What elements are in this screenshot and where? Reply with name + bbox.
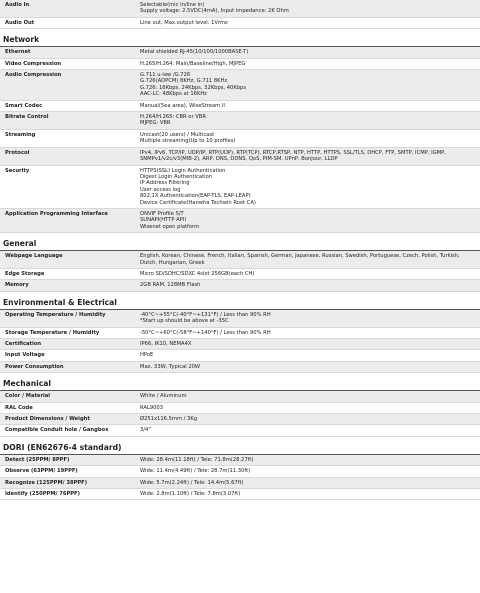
spec-value-line: Metal shielded RJ-45(10/100/1000BASE-T) [140, 49, 249, 56]
spec-value-line: G.711 u-law /G.726 [140, 72, 191, 79]
spec-value-line: IP66, IK10, NEMA4X [140, 341, 192, 347]
spec-values [140, 480, 480, 486]
spec-values [140, 253, 480, 266]
spec-row [0, 466, 480, 477]
spec-value-line: Supply voltage: 2.5VDC(4mA), Input impedance: 2K Ohm [140, 8, 289, 15]
spec-label: Detect (25PPM/ 8PPF) [5, 456, 70, 463]
spec-values [140, 72, 480, 98]
spec-row [0, 0, 480, 18]
spec-row [0, 328, 480, 339]
spec-value-line: H.264/H.265: CBR or VBR [140, 114, 206, 121]
spec-row [0, 489, 480, 500]
spec-value-line: Wide: 28.4m(11.18ft) / Tele: 71.8m(28.27ft) [140, 456, 254, 463]
spec-value-line: Digest Login Authentication [140, 173, 213, 180]
spec-value-line: ONVIF Profile S/T [140, 210, 184, 217]
spec-values [140, 457, 480, 463]
spec-value-line: 3/4" [140, 427, 151, 434]
spec-value-line: Wisenet open platform [140, 223, 200, 230]
spec-label: RAL Code [5, 404, 33, 411]
spec-value-line: G.726(ADPCM) 8KHz, G.711 8KHz [140, 78, 228, 85]
spec-values [140, 49, 480, 55]
spec-value-line: Device Certificate(Hanwha Techwin Root CA) [140, 199, 256, 206]
spec-values [140, 150, 480, 163]
spec-value-line: IP Address Filtering [140, 180, 190, 187]
spec-value-line: English, Korean, Chinese, French, Italian, Spanish, German, Japanese, Russian, Swedish, Portuguese, Czech, Polish, Turkish, [140, 253, 460, 260]
spec-values [140, 393, 480, 399]
spec-value-line: H.265/H.264: Main/Baseline/High, MJPEG [140, 60, 246, 67]
spec-values [140, 341, 480, 347]
spec-value-line: Ø251x116.5mm / 3Kg [140, 416, 198, 423]
section-title: General [0, 238, 480, 251]
spec-value-line: -50°C~+60°C(-58°F~+140°F) / Less than 90% RH [140, 329, 271, 336]
spec-value-line: Max. 33W, Typical 20W [140, 363, 201, 370]
spec-values [140, 416, 480, 422]
spec-label: Audio In [5, 2, 30, 8]
spec-value-line: HPoE [140, 352, 154, 359]
spec-value-line: Manual(5ea area), WiseStream II [140, 102, 225, 109]
spec-value-line: -40°C~+55°C(-40°F~+131°F) / Less than 90% RH [140, 311, 271, 318]
spec-value-line: Wide: 2.8m(1.10ft) / Tele: 7.8m(3.07ft) [140, 491, 241, 498]
spec-label: Storage Temperature / Humidity [5, 329, 100, 336]
spec-label: Bitrate Control [5, 114, 49, 121]
spec-value-line: Unicast(20 users) / Multicast [140, 131, 215, 138]
spec-value-line: RAL9003 [140, 404, 164, 411]
spec-values [140, 312, 480, 325]
spec-values [140, 61, 480, 67]
spec-row [0, 350, 480, 361]
spec-label: Compatible Conduit hole / Gangbox [5, 427, 109, 434]
spec-row [0, 148, 480, 166]
spec-value-line: User access log [140, 186, 181, 193]
spec-values [140, 352, 480, 358]
spec-row [0, 455, 480, 466]
spec-label: Audio Out [5, 19, 35, 26]
spec-value-line: Micro SD/SDHC/SDXC 4slot 256GB(each CH) [140, 270, 255, 277]
spec-label: Certification [5, 341, 42, 347]
spec-label: Input Voltage [5, 352, 45, 359]
spec-values [140, 364, 480, 370]
spec-label: Security [5, 167, 30, 174]
section-title: Mechanical [0, 378, 480, 391]
spec-value-line: *Start up should be above at -35C [140, 318, 229, 325]
spec-value-line: SNMPv1/v2c/v3(MIB-2), ARP, DNS, DDNS, QoS, PIM-SM, UPnP, Bonjour, LLDP [140, 156, 338, 163]
spec-value-line: White / Aluminum [140, 393, 187, 400]
spec-row [0, 362, 480, 373]
spec-value-line: G.726: 16Kbps, 24Kbps, 32Kbps, 40Kbps [140, 84, 247, 91]
spec-label: Identify (250PPM/ 76PPF) [5, 491, 80, 498]
spec-label: Webpage Language [5, 253, 63, 260]
spec-label: Edge Storage [5, 270, 45, 277]
spec-label: Color / Material [5, 393, 51, 400]
spec-row [0, 403, 480, 414]
spec-label: Operating Temperature / Humidity [5, 311, 106, 318]
spec-value-line: SUNAPI(HTTP API) [140, 217, 187, 224]
spec-value-line: Wide: 11.4m(4.49ft) / Tele: 28.7m(11.30ft) [140, 468, 251, 475]
spec-value-line: Line out, Max.output level: 1Vrms [140, 19, 228, 26]
spec-label: Protocol [5, 149, 30, 156]
spec-label: Audio Compression [5, 72, 62, 79]
spec-value-line: MJPEG: VBR [140, 120, 171, 127]
section-title: Environmental & Electrical [0, 297, 480, 310]
spec-value-line: Wide: 5.7m(2.24ft) / Tele: 14.4m(5.67ft) [140, 479, 244, 486]
spec-row [0, 130, 480, 148]
spec-values [140, 211, 480, 230]
spec-values [140, 405, 480, 411]
spec-row [0, 47, 480, 58]
spec-value-line: 2GB RAM, 128MB Flash [140, 282, 201, 289]
spec-row [0, 59, 480, 70]
spec-label: Product Dimensions / Weight [5, 416, 90, 423]
spec-values [140, 168, 480, 206]
spec-value-line: Selectable(mic in/line in) [140, 2, 205, 8]
spec-values [140, 330, 480, 336]
spec-label: Application Programming Interface [5, 210, 108, 217]
spec-row [0, 166, 480, 209]
spec-values [140, 271, 480, 277]
spec-row [0, 70, 480, 101]
spec-value-line: 802.1X Authentication(EAP-TLS, EAP-LEAP) [140, 193, 251, 200]
spec-values [140, 491, 480, 497]
spec-label: Video Compression [5, 60, 62, 67]
spec-label: Recognize (125PPM/ 38PPF) [5, 479, 88, 486]
spec-values [140, 282, 480, 288]
spec-values [140, 132, 480, 145]
spec-values [140, 468, 480, 474]
spec-values [140, 103, 480, 109]
section-title: Network [0, 34, 480, 47]
spec-values [140, 2, 480, 15]
section-title: DORI (EN62676-4 standard) [0, 442, 480, 455]
spec-row [0, 112, 480, 130]
spec-row [0, 18, 480, 29]
spec-row [0, 310, 480, 328]
spec-value-line: AAC-LC: 48Kbps at 16KHz [140, 91, 207, 98]
spec-values [140, 114, 480, 127]
spec-label: Ethernet [5, 49, 31, 56]
spec-value-line: HTTPS(SSL) Login Authentication [140, 167, 226, 174]
spec-row [0, 101, 480, 112]
spec-value-line: Multiple streaming(Up to 10 profiles) [140, 138, 236, 145]
spec-value-line: Dutch, Hungarian, Greek [140, 259, 205, 266]
spec-row [0, 209, 480, 233]
spec-row [0, 478, 480, 489]
spec-row [0, 269, 480, 280]
spec-row [0, 414, 480, 425]
spec-label: Streaming [5, 131, 36, 138]
spec-label: Power Consumption [5, 363, 64, 370]
spec-label: Observe (63PPM/ 19PPF) [5, 468, 78, 475]
spec-value-line: IPv4, IPv6, TCP/IP, UDP/IP, RTP(UDP), RTP(TCP), RTCP,RTSP, NTP, HTTP, HTTPS, SSL/TLS, DHCP, FTP, SMTP, ICMP, IGMP, [140, 149, 446, 156]
spec-row [0, 391, 480, 402]
spec-label: Memory [5, 282, 29, 289]
spec-row [0, 251, 480, 269]
spec-row [0, 425, 480, 436]
spec-row [0, 339, 480, 350]
spec-values [140, 20, 480, 26]
spec-label: Smart Codec [5, 102, 43, 109]
spec-row [0, 280, 480, 291]
spec-values [140, 427, 480, 433]
